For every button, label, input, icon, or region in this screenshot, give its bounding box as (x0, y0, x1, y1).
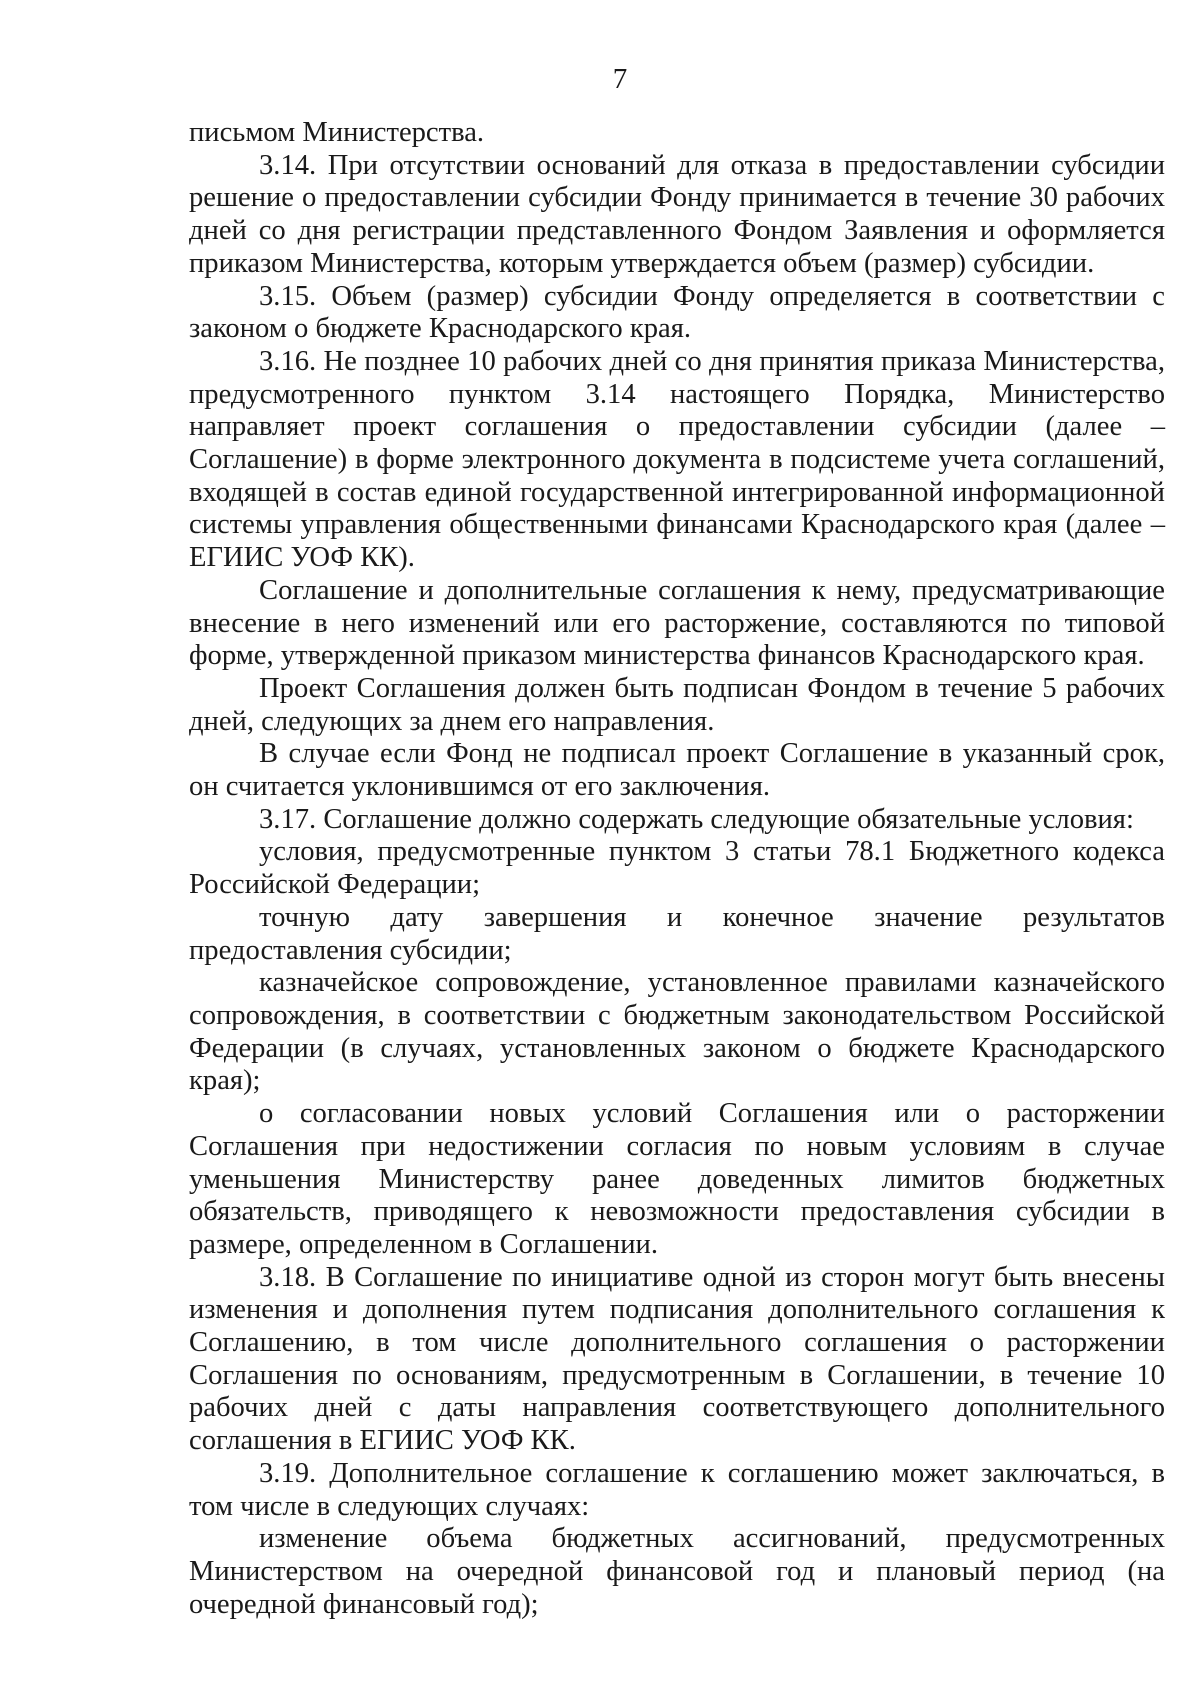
paragraph-continuation: письмом Министерства. (189, 117, 485, 148)
paragraph-3-14: 3.14. При отсутствии оснований для отказа в предоставлении субсидии решение о предоставлении субсидии Фонду принимается в течение 30 рабочих дней со дня регистрации представленного Фондом Заявления и оформляется приказом Министерства, которым утверждается объем (размер) субсидии. (189, 149, 1165, 279)
condition-budget-code: условия, предусмотренные пунктом 3 статьи 78.1 Бюджетного кодекса Российской Федерации; (189, 836, 1165, 901)
case-budget-change: изменение объема бюджетных ассигнований, предусмотренных Министерством на очередной финансовой год и плановый период (на очередной финансовый год); (189, 1523, 1165, 1620)
paragraph-3-17: 3.17. Соглашение должно содержать следующие обязательные условия: (259, 803, 1134, 835)
paragraph-agreement-form: Соглашение и дополнительные соглашения к нему, предусматривающие внесение в него изменений или его расторжение, составляются по типовой форме, утвержденной приказом министерства финансов Краснодарского края. (189, 574, 1165, 672)
paragraph-signing-term: Проект Соглашения должен быть подписан Фондом в течение 5 рабочих дней, следующих за днем его направления. (189, 672, 1165, 737)
condition-new-terms: о согласовании новых условий Соглашения или о расторжении Соглашения при недостижении согласия по новым условиям в случае уменьшения Министерству ранее доведенных лимитов бюджетных обязательств, приводящего к невозможности предоставления субсидии в размере, определенном в Соглашении. (189, 1098, 1165, 1260)
paragraph-evasion: В случае если Фонд не подписал проект Соглашение в указанный срок, он считается уклонившимся от его заключения. (189, 738, 1165, 803)
paragraph-3-15: 3.15. Объем (размер) субсидии Фонду определяется в соответствии с законом о бюджете Краснодарского края. (189, 280, 1165, 345)
condition-treasury-support: казначейское сопровождение, установленное правилами казначейского сопровождения, в соответствии с бюджетным законодательством Российской Федерации (в случаях, установленных законом о бюджете Краснодарского края); (189, 967, 1165, 1097)
page-number: 7 (612, 63, 628, 95)
condition-completion-date: точную дату завершения и конечное значение результатов предоставления субсидии; (189, 901, 1165, 966)
paragraph-3-19: 3.19. Дополнительное соглашение к соглашению может заключаться, в том числе в следующих случаях: (189, 1457, 1165, 1522)
paragraph-3-16: 3.16. Не позднее 10 рабочих дней со дня принятия приказа Министерства, предусмотренного пунктом 3.14 настоящего Порядка, Министерство направляет проект соглашения о предоставлении субсидии (далее – Соглашение) в форме электронного документа в подсистеме учета соглашений, входящей в состав единой государственной интегрированной информационной системы управления общественными финансами Краснодарского края (далее – ЕГИИС УОФ КК). (189, 345, 1165, 574)
paragraph-3-18: 3.18. В Соглашение по инициативе одной из сторон могут быть внесены изменения и дополнения путем подписания дополнительного соглашения к Соглашению, в том числе дополнительного соглашения о расторжении Соглашения по основаниям, предусмотренным в Соглашении, в течение 10 рабочих дней с даты направления соответствующего дополнительного соглашения в ЕГИИС УОФ КК. (189, 1261, 1165, 1457)
document-body (189, 117, 1165, 1621)
